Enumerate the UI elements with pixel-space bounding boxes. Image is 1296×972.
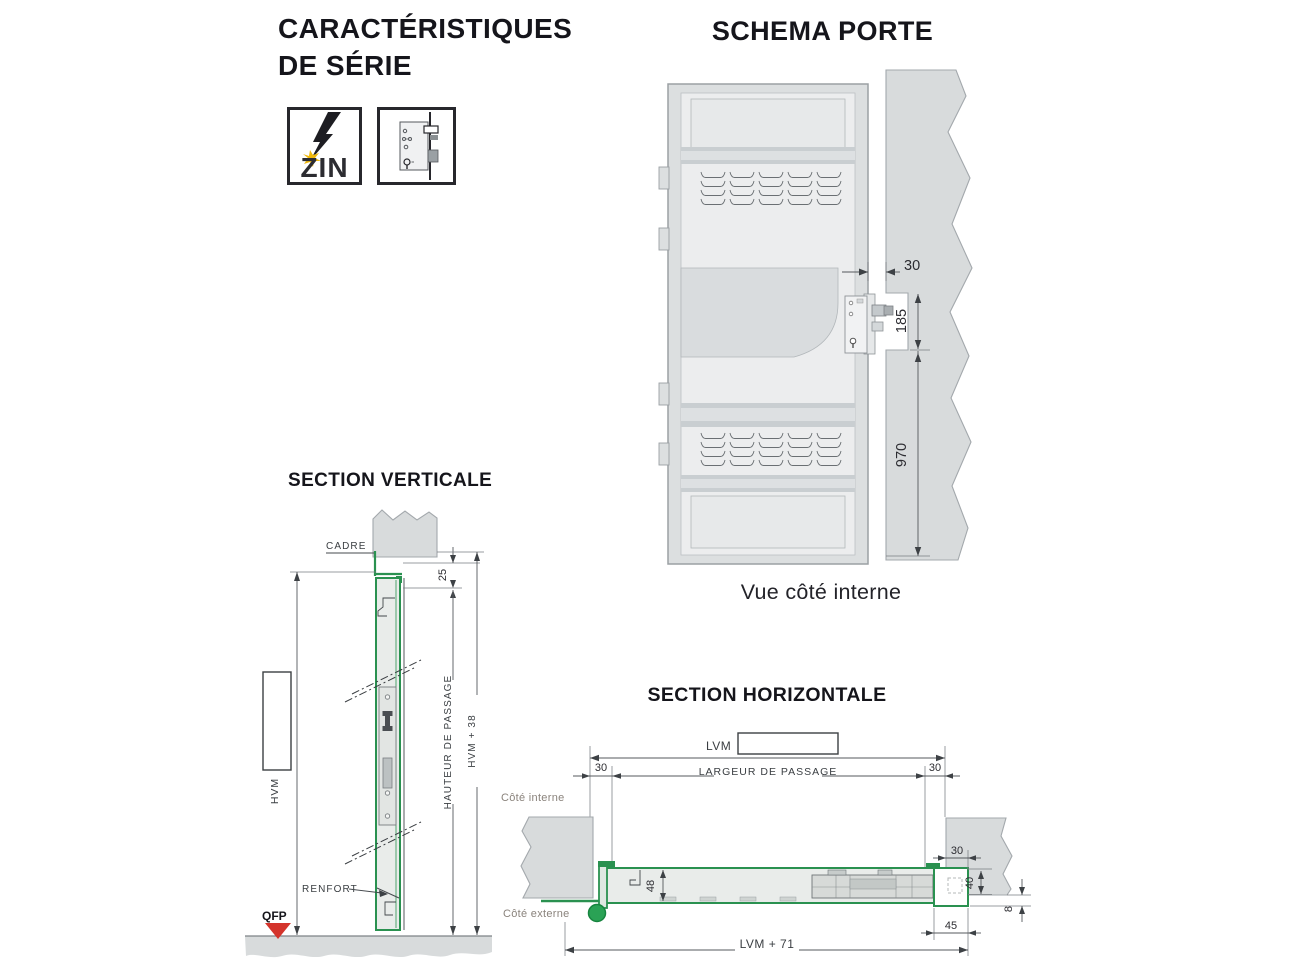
- dim-48-value: 48: [645, 879, 657, 893]
- schema-porte-title: SCHEMA PORTE: [711, 16, 934, 46]
- dim-largeur-row: [573, 762, 960, 779]
- caracteristiques-title-line2: DE SÉRIE: [278, 50, 412, 81]
- screw: [385, 814, 389, 818]
- hauteur-de-passage-label: HAUTEUR DE PASSAGE: [443, 674, 454, 810]
- cylinder: [850, 879, 896, 889]
- hinge: [659, 228, 669, 250]
- dim-45-value: 45: [944, 920, 958, 932]
- screw: [385, 791, 389, 795]
- band-inner: [681, 479, 855, 488]
- skin-rib: [780, 897, 796, 901]
- zin-label: ZIN: [300, 152, 349, 183]
- dim-45: [921, 908, 981, 956]
- top-panel: [691, 99, 845, 148]
- hvm-label: HVM: [269, 777, 281, 805]
- largeur-de-passage-label: LARGEUR DE PASSAGE: [698, 766, 838, 778]
- dim-40-value: 40: [964, 876, 976, 890]
- dim-lvm-plus-71: [565, 922, 968, 956]
- middle-panel: [681, 268, 838, 357]
- schema-porte-caption: Vue côté interne: [740, 580, 902, 604]
- deadbolt-slot: [383, 758, 392, 788]
- seal: [926, 863, 940, 868]
- keyhole-icon: [850, 338, 856, 344]
- deadbolt: [428, 150, 438, 162]
- caracteristiques-title: [278, 10, 572, 84]
- renfort-label: RENFORT: [302, 884, 358, 895]
- deadbolt: [872, 322, 883, 331]
- wall-top: [373, 510, 437, 557]
- lvm-label: LVM: [706, 739, 732, 753]
- band-inner: [681, 408, 855, 421]
- dim-30-right-value: 30: [928, 762, 942, 774]
- section-horizontale-drawing: [495, 715, 1045, 967]
- latch-notch: [390, 716, 393, 726]
- screw: [849, 301, 853, 305]
- skin-rib: [740, 897, 756, 901]
- mortise-lock-icon: [376, 106, 457, 186]
- lock-plate: [379, 687, 396, 825]
- frame-post: [599, 864, 607, 908]
- dim-lock-height-value: 185: [894, 308, 910, 334]
- latch-notch: [383, 716, 386, 726]
- band-inner: [681, 151, 855, 160]
- dim-8-value: 8: [1003, 905, 1015, 913]
- latch-bolt: [430, 135, 438, 140]
- dim-30-left-value: 30: [594, 762, 608, 774]
- dim-lvm-line: [590, 755, 945, 761]
- lock-tab: [878, 870, 892, 875]
- dim-gap-value: 30: [904, 258, 921, 274]
- lvm-plus-71-label: LVM + 71: [739, 937, 795, 951]
- door-leaf: [659, 84, 868, 564]
- dim-hauteur-de-passage: [443, 590, 458, 935]
- lock-plate: [845, 296, 867, 353]
- floor: [245, 936, 492, 957]
- hinge: [659, 167, 669, 189]
- latch: [424, 126, 438, 133]
- lock-detail: [857, 299, 863, 303]
- section-verticale-drawing: [240, 495, 512, 972]
- hinge: [659, 443, 669, 465]
- dim-30-frame-value: 30: [950, 845, 964, 857]
- screw: [849, 312, 853, 316]
- lvm-value-box[interactable]: [738, 733, 838, 754]
- section-horizontale-title: SECTION HORIZONTALE: [647, 684, 887, 706]
- screw: [385, 695, 389, 699]
- skin-rib: [700, 897, 716, 901]
- latch-bolt: [884, 306, 893, 315]
- hinge-knuckle-icon: [589, 905, 606, 922]
- lock-assembly: [845, 294, 893, 354]
- hinge: [659, 383, 669, 405]
- door-elevation-drawing: [640, 60, 1040, 612]
- zin-anti-intrusion-icon: [286, 106, 363, 186]
- wall-left: [521, 817, 593, 898]
- cote-externe-label: Côté externe: [503, 908, 570, 920]
- caracteristiques-title-line1: CARACTÉRISTIQUES: [278, 13, 573, 44]
- dim-hvm-line: [290, 572, 376, 935]
- cadre-label: CADRE: [326, 541, 367, 552]
- door-leaf-section: [376, 578, 404, 930]
- dim-lock-floor-value: 970: [894, 442, 910, 468]
- section-verticale-title: SECTION VERTICALE: [288, 470, 493, 491]
- seal: [598, 861, 615, 867]
- lock-tab: [828, 870, 846, 875]
- hvm-plus-38-label: HVM + 38: [467, 714, 478, 768]
- keeper-box: [934, 868, 968, 906]
- dim-25-value: 25: [437, 568, 449, 582]
- qfp-label: QFP: [262, 909, 287, 923]
- hvm-value-box[interactable]: [263, 672, 291, 770]
- bottom-panel: [691, 496, 845, 548]
- cote-interne-label: Côté interne: [501, 792, 565, 804]
